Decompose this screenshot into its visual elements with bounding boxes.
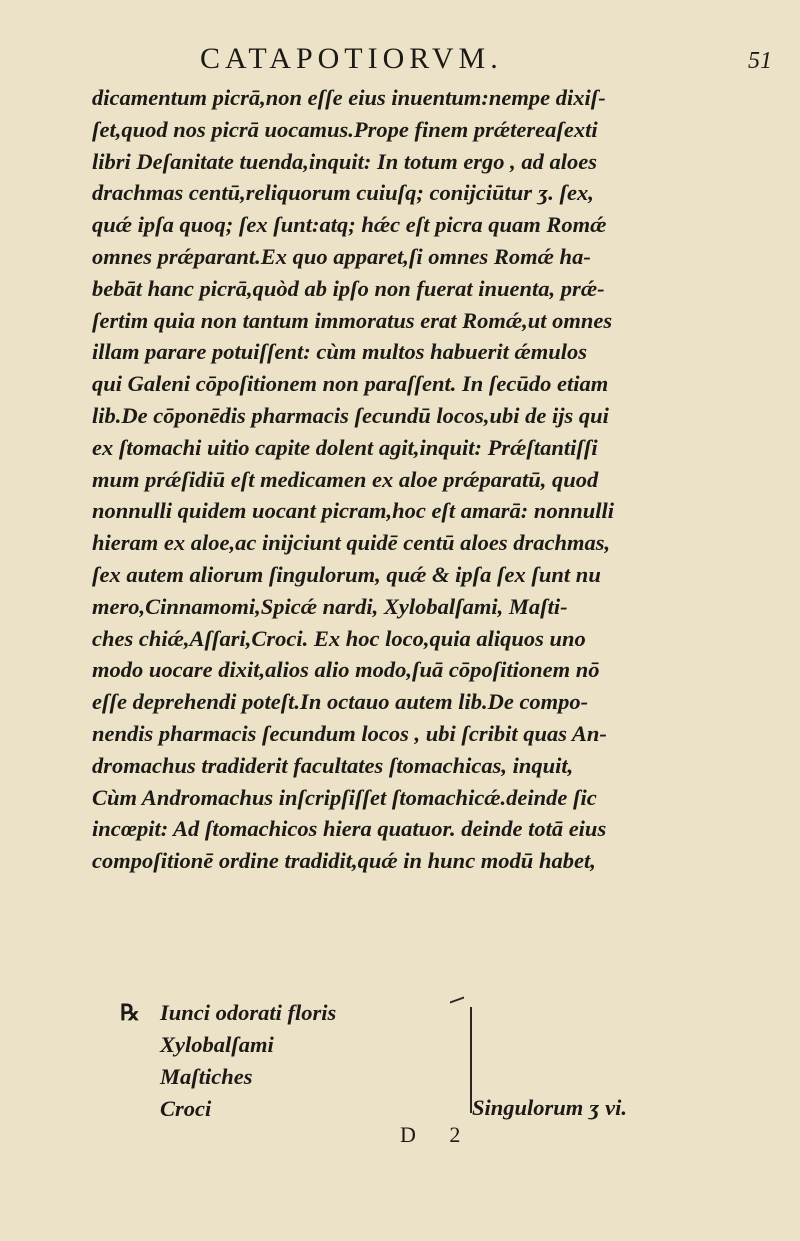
text-line: Cùm Andromachus inſcripſiſſet ſtomachicǽ.deinde ſic bbox=[92, 784, 597, 810]
text-line: dromachus tradiderit facultates ſtomachicas, inquit, bbox=[92, 752, 574, 778]
text-line: hieram ex aloe,ac inijciunt quidē centū aloes drachmas, bbox=[92, 530, 611, 556]
text-line: nendis pharmacis ſecundum locos , ubi ſcribit quas An- bbox=[92, 720, 607, 746]
ingredient: Croci bbox=[160, 1096, 212, 1121]
page-number: 51 bbox=[748, 48, 772, 74]
signature-mark: D 2 bbox=[400, 1122, 475, 1147]
text-line: mum prǽſidiū eſt medicamen ex aloe prǽparatū, quod bbox=[92, 466, 599, 492]
text-line: ſet,quod nos picrā uocamus.Prope finem prǽtereaſexti bbox=[92, 116, 598, 142]
ingredient: Xylobalſami bbox=[160, 1032, 274, 1057]
ingredient: Iunci odorati floris bbox=[160, 1000, 337, 1025]
text-line: incœpit: Ad ſtomachicos hiera quatuor. deinde totā eius bbox=[92, 816, 607, 842]
text-line: dicamentum picrā,non eſſe eius inuentum:nempe dixiſ- bbox=[92, 85, 606, 110]
text-line: eſſe deprehendi poteſt.In octauo autem lib.De compo- bbox=[92, 689, 589, 715]
text-line: mero,Cinnamomi,Spicǽ nardi, Xylobalſami, Maſti- bbox=[92, 593, 568, 619]
text-line: nonnulli quidem uocant picram,hoc eſt amarā: nonnulli bbox=[92, 498, 614, 524]
text-line: ches chiǽ,Aſſari,Croci. Ex hoc loco,quia aliquos uno bbox=[92, 625, 586, 651]
text-line: qui Galeni cōpoſitionem non paraſſent. In ſecūdo etiam bbox=[92, 371, 609, 397]
text-line: quǽ ipſa quoq; ſex ſunt:atq; hǽc eſt picra quam Romǽ bbox=[92, 212, 607, 238]
text-line: bebāt hanc picrā,quòd ab ipſo non fuerat inuenta, prǽ- bbox=[92, 275, 605, 301]
text-line: omnes prǽparant.Ex quo apparet,ſi omnes Romǽ ha- bbox=[92, 243, 591, 269]
grouping-brace bbox=[456, 1007, 472, 1113]
running-title: CATAPOTIORVM. bbox=[200, 42, 503, 75]
text-line: drachmas centū,reliquorum cuiuſq; conijciūtur ʒ. ſex, bbox=[92, 180, 594, 206]
text-line: illam parare potuiſſent: cùm multos habuerit ǽmulos bbox=[92, 339, 588, 365]
body-text bbox=[92, 82, 752, 877]
text-line: ſertim quia non tantum immoratus erat Romǽ,ut omnes bbox=[92, 307, 613, 333]
text-line: lib.De cōponēdis pharmacis ſecundū locos,ubi de ijs qui bbox=[92, 402, 609, 428]
running-head bbox=[0, 42, 800, 82]
text-line: ex ſtomachi uitio capite dolent agit,inquit: Prǽſtantiſſi bbox=[92, 434, 598, 460]
text-line: modo uocare dixit,alios alio modo,ſuā cōpoſitionem nō bbox=[92, 657, 600, 683]
recipe-symbol: ℞ bbox=[120, 1000, 140, 1025]
text-line: libri Deſanitate tuenda,inquit: In totum ergo , ad aloes bbox=[92, 148, 598, 174]
text-line: ſex autem aliorum ſingulorum, quǽ & ipſa ſex ſunt nu bbox=[92, 561, 601, 587]
text-line: compoſitionē ordine tradidit,quǽ in hunc modū habet, bbox=[92, 848, 596, 874]
recipe-block bbox=[120, 997, 760, 1127]
ingredient: Maſtiches bbox=[160, 1064, 253, 1089]
recipe-dosage: Singulorum ʒ vi. bbox=[472, 1095, 628, 1120]
